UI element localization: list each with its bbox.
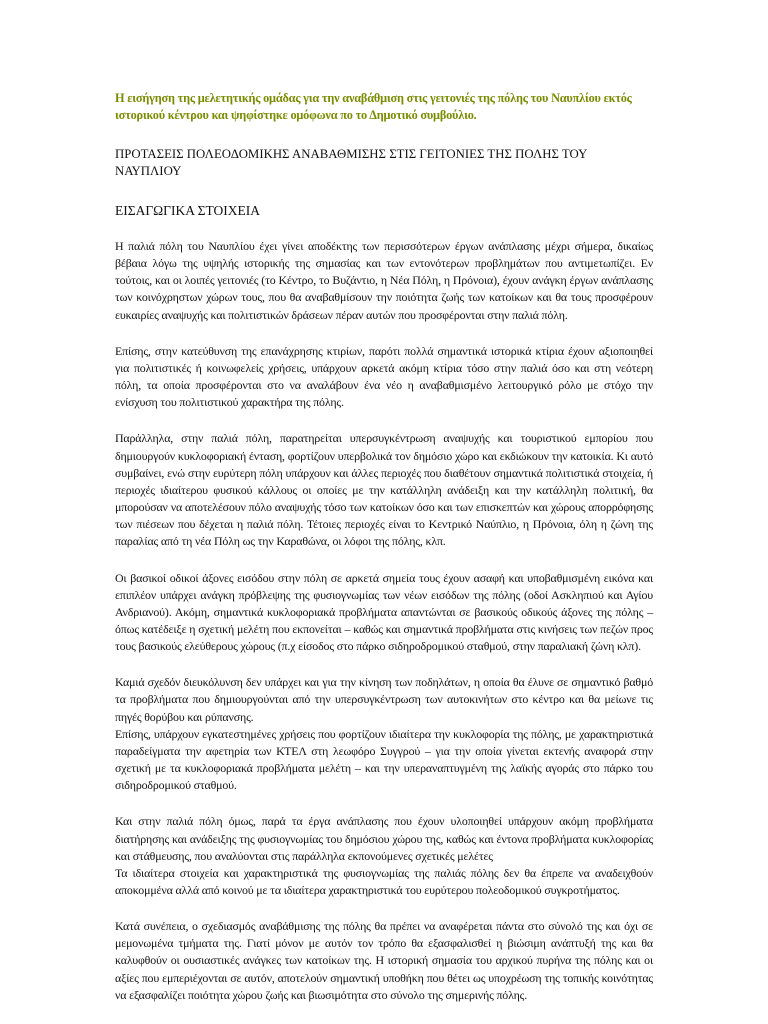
paragraph: Και στην παλιά πόλη όμως, παρά τα έργα ανάπλασης που έχουν υλοποιηθεί υπάρχουν ακόμη προβλήματα διατήρησης και ανάδειξης της φυσιογνωμίας του δημόσιου χώρου της, καθώς και έντονα προβλήματα κυκλοφορίας και στάθμευσης, που αναλύονται στις παράλληλα εκπονούμενες σχετικές μελέτες — [115, 814, 653, 863]
paragraph: Τα ιδιαίτερα στοιχεία και χαρακτηριστικά της φυσιογνωμίας της παλιάς πόλης δεν θα έπρεπε να αναδειχθούν αποκομμένα αλλά από κοινού με τα ιδιαίτερα χαρακτηριστικά του ευρύτερου πολεοδομικού συγκροτήματος. — [115, 865, 653, 897]
document-title: ΠΡΟΤΑΣΕΙΣ ΠΟΛΕΟΔΟΜΙΚΗΣ ΑΝΑΒΑΘΜΙΣΗΣ ΣΤΙΣ ΓΕΙΤΟΝΙΕΣ ΤΗΣ ΠΟΛΗΣ ΤΟΥ ΝΑΥΠΛΙΟΥ — [115, 147, 587, 178]
intro-note: Η εισήγηση της μελετητικής ομάδας για την αναβάθμιση στις γειτονιές της πόλης του Ναυπλίου εκτός ιστορικού κέντρου και ψηφίστηκε ομόφωνα πο το Δημοτικό συμβούλιο. — [115, 91, 632, 122]
paragraph: Καμιά σχεδόν διευκόλυνση δεν υπάρχει και για την κίνηση των ποδηλάτων, η οποία θα έλυνε σε σημαντικό βαθμό τα προβλήματα που δημιουργούνται από την υπερσυγκέντρωση των αυτοκινήτων στο κέντρο και θα μείωνε τις πηγές θορύβου και ρύπανσης. — [115, 675, 653, 724]
section-heading: ΕΙΣΑΓΩΓΙΚΑ ΣΤΟΙΧΕΙΑ — [115, 203, 260, 218]
paragraph: Οι βασικοί οδικοί άξονες εισόδου στην πόλη σε αρκετά σημεία τους έχουν ασαφή και υποβαθμισμένη εικόνα και επιπλέον υπάρχει ανάγκη πρόβλεψης της φυσιογνωμίας των νέων εισόδων της πόλης (οδοί Ασκληπιού και Αγίου Ανδριανού). Ακόμη, σημαντικά κυκλοφοριακά προβλήματα απαντώνται σε βασικούς οδικούς άξονες της πόλης – όπως κατέδειξε η σχετική μελέτη που εκπονείται – καθώς και σημαντικά προβλήματα στις κινήσεις των πεζών προς τους βασικούς ελεύθερους χώρους (π.χ είσοδος στο πάρκο σιδηροδρομικού σταθμού, στην παραλιακή ζώνη κλπ). — [115, 570, 653, 654]
paragraph: Παράλληλα, στην παλιά πόλη, παρατηρείται υπερσυγκέντρωση αναψυχής και τουριστικού εμπορίου που δημιουργούν κυκλοφοριακή ένταση, φορτίζουν υπερβολικά τον δημόσιο χώρο και εκδιώκουν την κατοικία. Κι αυτό συμβαίνει, ενώ στην ευρύτερη πόλη υπάρχουν και άλλες περιοχές που διαθέτουν σημαντικά πολιτιστικά στοιχεία, ή περιοχές ιδιαίτερου φυσικού κάλλους οι οποίες με την κατάλληλη ανάδειξη και την κατάλληλη πολιτική, θα μπορούσαν να αποτελέσουν πόλο αναψυχής τόσο των κατοίκων όσο και των επισκεπτών και χώρους απορρόφησης των πιέσεων που δέχεται η παλιά πόλη. Τέτοιες περιοχές είναι το Κεντρικό Ναύπλιο, η Πρόνοια, όλη η ζώνη της παραλίας από τη νέα Πόλη ως την Καραθώνα, οι λόφοι της πόλης, κλπ. — [115, 431, 653, 549]
document-body — [115, 90, 653, 1023]
paragraph: Επίσης, στην κατεύθυνση της επανάχρησης κτιρίων, παρότι πολλά σημαντικά ιστορικά κτίρια έχουν αξιοποιηθεί για πολιτιστικές ή κοινωφελείς χρήσεις, υπάρχουν αρκετά ακόμη κτίρια τόσο στην παλιά όσο και στη νεότερη πόλη, τα οποία προσφέρονται στο να αναλάβουν ένα νέο η αναβαθμισμένο λειτουργικό ρόλο με στόχο την ενίσχυση του πολιτιστικού χαρακτήρα της πόλης. — [115, 343, 653, 410]
paragraph: Επίσης, υπάρχουν εγκατεστημένες χρήσεις που φορτίζουν ιδιαίτερα την κυκλοφορία της πόλης, με χαρακτηριστικά παραδείγματα την αφετηρία των ΚΤΕΛ στη λεωφόρο Συγγρού – για την οποία γίνεται εκτενής αναφορά στην σχετική με τα κυκλοφοριακά προβλήματα μελέτη – και την υπεραναπτυγμένη της λαϊκής αγοράς στο πάρκο του σιδηροδρομικού σταθμού. — [115, 726, 653, 793]
paragraph: Η παλιά πόλη του Ναυπλίου έχει γίνει αποδέκτης των περισσότερων έργων ανάπλασης μέχρι σήμερα, δικαίως βέβαια λόγω της υψηλής ιστορικής της σημασίας και των εντονότερων προβλημάτων που αντιμετωπίζει. Εν τούτοις, και οι λοιπές γειτονιές (το Κέντρο, το Βυζάντιο, η Νέα Πόλη, η Πρόνοια), έχουν ανάγκη έργων ανάπλασης των κοινόχρηστων χώρων τους, που θα αναβαθμίσουν την ποιότητα ζωής των κατοίκων και θα τους προσφέρουν ευκαιρίες αναψυχής και πολιτιστικών δράσεων πέραν αυτών που προσφέρονται στην παλιά πόλη. — [115, 239, 653, 322]
paragraph: Κατά συνέπεια, ο σχεδιασμός αναβάθμισης της πόλης θα πρέπει να αναφέρεται πάντα στο σύνολό της και όχι σε μεμονωμένα τμήματα της. Γιατί μόνον με αυτόν τον τρόπο θα εξασφαλισθεί η βιώσιμη ανάπτυξή της και θα καλυφθούν οι ουσιαστικές ανάγκες των κατοίκων της. Η ιστορική σημασία του αρχικού πυρήνα της πόλης και οι αξίες που εμπεριέχονται σε αυτόν, αποτελούν σημαντική υποθήκη που θέτει ως υποχρέωση της τοπικής κοινότητας να εξασφαλίζει ποιότητα χώρου ζωής και βιωσιμότητα στο σύνολο της σημερινής πόλης. — [115, 919, 653, 1002]
